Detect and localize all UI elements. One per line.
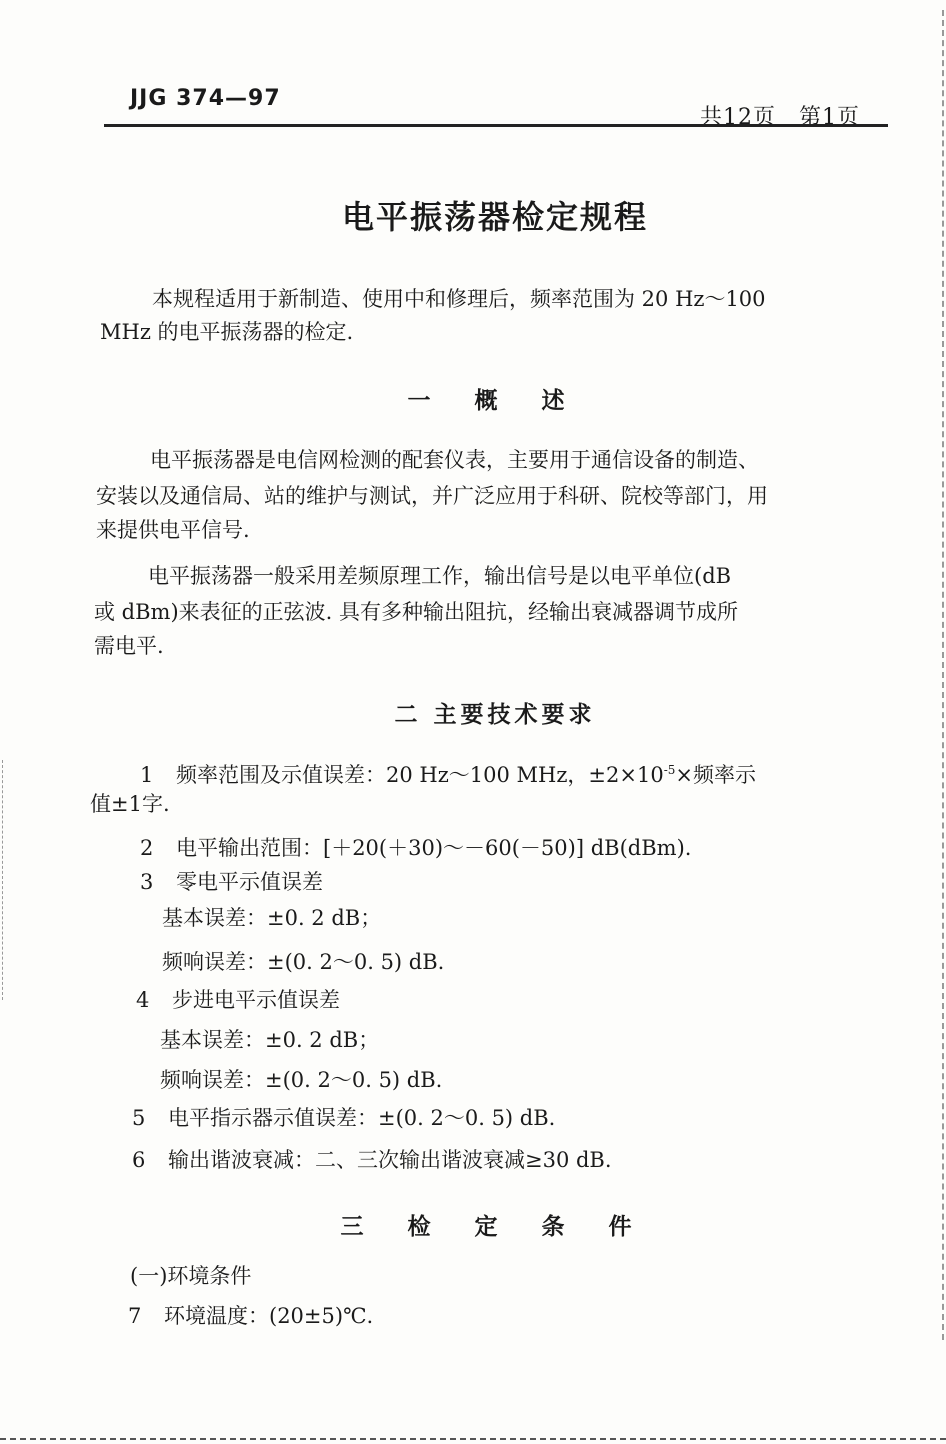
overview-p2-line-1: 电平振荡器一般采用差频原理工作，输出信号是以电平单位(dB bbox=[148, 564, 732, 588]
document-title: 电平振荡器检定规程 bbox=[341, 198, 648, 236]
requirement-item-3-basic: 基本误差：±0. 2 dB； bbox=[162, 906, 382, 930]
scan-edge-marks bbox=[940, 10, 944, 1340]
standard-code: JJG 374—97 bbox=[130, 86, 281, 111]
item-text: 频率范围及示值误差：20 Hz～100 MHz，±2×10 bbox=[176, 763, 664, 787]
item-text: 电平指示器示值误差：±(0. 2～0. 5) dB. bbox=[168, 1106, 556, 1130]
requirement-item-1 bbox=[140, 756, 756, 789]
item-number: 6 bbox=[132, 1148, 146, 1172]
item-text: 零电平示值误差 bbox=[176, 870, 323, 894]
conditions-subheading: (一)环境条件 bbox=[130, 1264, 252, 1288]
item-number: 5 bbox=[132, 1106, 146, 1130]
item-number: 1 bbox=[140, 763, 154, 787]
item-number: 4 bbox=[136, 988, 150, 1012]
overview-p1-line-3: 来提供电平信号. bbox=[96, 518, 250, 542]
intro-line-2: MHz 的电平振荡器的检定. bbox=[100, 320, 354, 344]
section-heading-requirements: 二 主要技术要求 bbox=[394, 702, 596, 728]
overview-p1-line-2: 安装以及通信局、站的维护与测试，并广泛应用于科研、院校等部门，用 bbox=[96, 484, 768, 508]
overview-p2-line-3: 需电平. bbox=[94, 634, 164, 658]
item-text-cont: ×频率示 bbox=[675, 763, 756, 787]
item-text: 环境温度：(20±5)℃. bbox=[164, 1304, 374, 1328]
requirement-item-1-cont: 值±1字. bbox=[90, 792, 170, 816]
item-number: 3 bbox=[140, 870, 154, 894]
item-text: 步进电平示值误差 bbox=[172, 988, 340, 1012]
cut-line bbox=[0, 1438, 946, 1440]
section-heading-overview: 一 概 述 bbox=[407, 388, 583, 414]
requirement-item-2 bbox=[140, 834, 691, 862]
requirement-item-4-freq: 频响误差：±(0. 2～0. 5) dB. bbox=[160, 1068, 443, 1092]
item-number: 2 bbox=[140, 836, 154, 860]
item-text: 电平输出范围：[＋20(＋30)～－60(－50)] dB(dBm). bbox=[176, 836, 692, 860]
requirement-item-3-freq: 频响误差：±(0. 2～0. 5) dB. bbox=[162, 950, 445, 974]
requirement-item-5 bbox=[132, 1104, 555, 1132]
requirement-item-4-basic: 基本误差：±0. 2 dB； bbox=[160, 1028, 380, 1052]
requirement-item-6 bbox=[132, 1146, 612, 1174]
item-number: 7 bbox=[128, 1304, 142, 1328]
requirement-item-4 bbox=[136, 986, 340, 1014]
scan-edge-marks-left bbox=[2, 760, 4, 1000]
item-text: 输出谐波衰减：二、三次输出谐波衰减≥30 dB. bbox=[168, 1148, 612, 1172]
requirement-item-3 bbox=[140, 868, 323, 896]
overview-p2-line-2: 或 dBm)来表征的正弦波. 具有多种输出阻抗，经输出衰减器调节成所 bbox=[94, 600, 739, 624]
section-heading-conditions: 三 检 定 条 件 bbox=[340, 1214, 650, 1240]
item-superscript: -5 bbox=[663, 763, 676, 777]
overview-p1-line-1: 电平振荡器是电信网检测的配套仪表，主要用于通信设备的制造、 bbox=[150, 448, 759, 472]
page-count: 共12页 第1页 bbox=[700, 105, 860, 130]
condition-item-7 bbox=[128, 1302, 373, 1330]
intro-line-1: 本规程适用于新制造、使用中和修理后，频率范围为 20 Hz～100 bbox=[152, 287, 766, 311]
header-rule bbox=[104, 124, 888, 127]
